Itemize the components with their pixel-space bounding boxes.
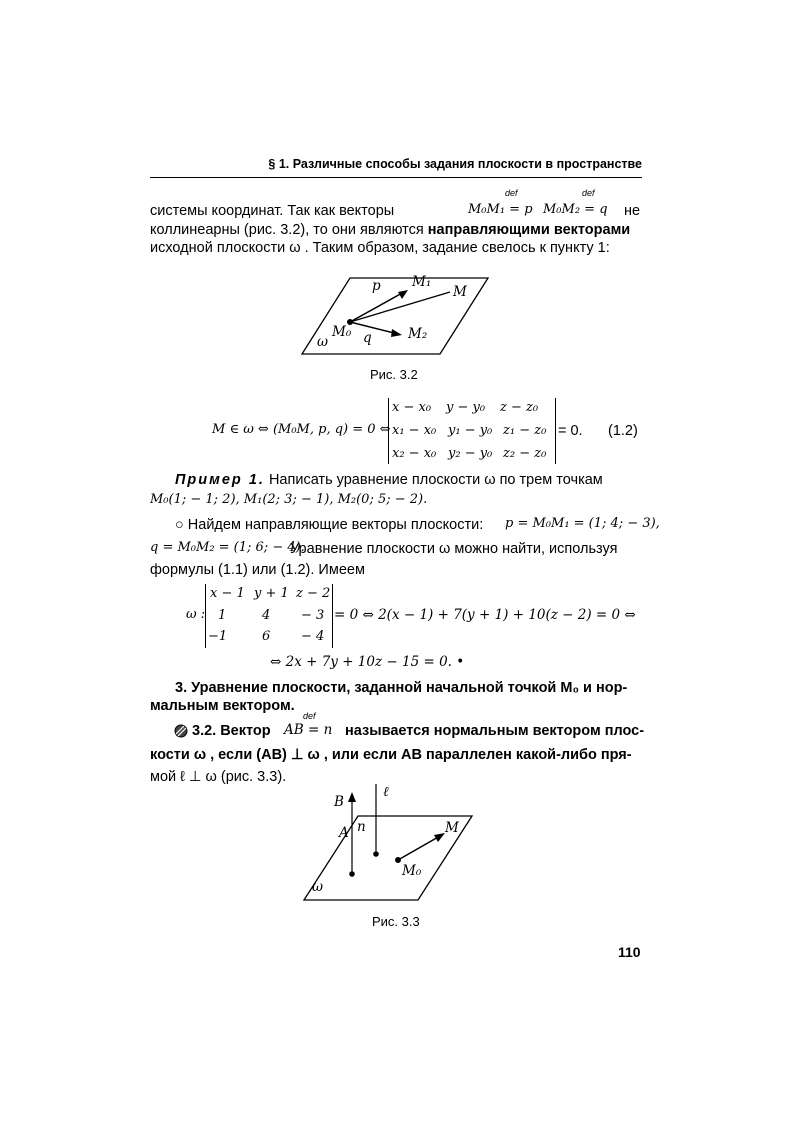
- det2-r1c1: x − 1: [210, 586, 245, 601]
- example-points: M₀(1; − 1; 2), M₁(2; 3; − 1), M₂(0; 5; − 2).: [150, 492, 428, 507]
- vec1-formula: M₀M₁ = p: [468, 202, 533, 217]
- caption-3-3: Рис. 3.3: [372, 914, 420, 929]
- label-omega-2: ω: [312, 879, 324, 895]
- vector-m0m-arrowhead: [434, 833, 445, 842]
- det2-r2c3: − 3: [301, 608, 325, 623]
- figure-3-3: [300, 782, 475, 904]
- vector-q-value: q = M₀M₂ = (1; 6; − 4).: [150, 540, 305, 555]
- eq12-rhs: = 0.: [558, 423, 583, 439]
- label-b: B: [334, 794, 344, 810]
- det2-r3c1: −1: [208, 629, 228, 644]
- example-line4-text: Уравнение плоскости ω можно найти, используя: [290, 541, 618, 557]
- example-line3: ○ Найдем направляющие векторы плоскости:: [175, 517, 484, 533]
- eq12-r1c3: z − z₀: [500, 400, 539, 415]
- def-mark-1: def: [505, 188, 518, 198]
- label-p: p: [372, 278, 381, 294]
- det2-r3c2: 6: [262, 629, 271, 644]
- eq12-r1c1: x − x₀: [392, 400, 432, 415]
- vec2-formula: M₀M₂ = q: [543, 202, 608, 217]
- vector-p-line: [350, 292, 404, 322]
- eq12-lhs: M ∈ ω ⇔ (M₀M, p, q) = 0 ⇔: [212, 422, 391, 437]
- example-title: Пример 1.: [175, 472, 265, 488]
- vector-m0m-2: [398, 836, 440, 860]
- label-m0-2: M₀: [402, 863, 422, 879]
- example-line5: формулы (1.1) или (1.2). Имеем: [150, 562, 365, 578]
- section3-line2: мальным вектором.: [150, 698, 295, 714]
- p1-line3: исходной плоскости ω . Таким образом, задание свелось к пункту 1:: [150, 240, 610, 256]
- header-title: § 1. Различные способы задания плоскости в пространстве: [268, 157, 642, 171]
- example-line1: [175, 469, 603, 491]
- eq12-r1c2: y − y₀: [446, 400, 486, 415]
- section3-line1: 3. Уравнение плоскости, заданной начальной точкой M₀ и нор-: [175, 680, 628, 696]
- p1-line2-text: коллинеарны (рис. 3.2), то они являются: [150, 222, 428, 238]
- eq12-r3c1: x₂ − x₀: [392, 446, 437, 461]
- def32-line3: мой ℓ ⊥ ω (рис. 3.3).: [150, 769, 287, 785]
- label-m2: M₂: [408, 326, 428, 342]
- running-header: [150, 155, 642, 178]
- definition-marker-icon: [174, 724, 188, 738]
- def32-line2: кости ω , если (AB) ⊥ ω , или если AB параллелен какой-либо пря-: [150, 747, 632, 763]
- vector-p-value: p = M₀M₁ = (1; 4; − 3),: [505, 516, 660, 531]
- p1-line1-start: системы координат. Так как векторы: [150, 203, 395, 219]
- eq12-r3c3: z₂ − z₀: [503, 446, 547, 461]
- eq12-r2c2: y₁ − y₀: [448, 423, 493, 438]
- eq12-number: (1.2): [608, 423, 638, 439]
- label-m: M: [453, 284, 467, 300]
- det2-r3c3: − 4: [301, 629, 325, 644]
- p1-line1-end: не: [624, 203, 641, 219]
- label-n: n: [357, 819, 366, 835]
- vector-q-line: [350, 322, 398, 334]
- arrow-b: [348, 792, 356, 802]
- label-m0: M₀: [332, 324, 352, 340]
- label-q: q: [363, 330, 372, 346]
- point-a-foot: [349, 871, 355, 877]
- page-number: 110: [618, 944, 641, 960]
- label-m1: M₁: [412, 274, 432, 290]
- eq12-r2c3: z₁ − z₀: [503, 423, 547, 438]
- vector-q-arrowhead: [391, 329, 402, 337]
- example-line1-text: Написать уравнение плоскости ω по трем точкам: [264, 472, 603, 488]
- def-mark-3: def: [303, 711, 316, 721]
- def-mark-2: def: [582, 188, 595, 198]
- label-l: ℓ: [383, 784, 389, 800]
- label-m-2: M: [445, 820, 459, 836]
- caption-3-2: Рис. 3.2: [370, 367, 418, 382]
- eq12-r2c1: x₁ − x₀: [392, 423, 437, 438]
- vector-p-arrowhead: [398, 290, 408, 299]
- eq12-r3c2: y₂ − y₀: [448, 446, 493, 461]
- det2-rhs: = 0 ⇔ 2(x − 1) + 7(y + 1) + 10(z − 2) = 0 ⇔: [334, 607, 636, 623]
- def32-line1-b: называется нормальным вектором плос-: [345, 723, 645, 739]
- det2-r2c1: 1: [218, 608, 227, 623]
- label-a: A: [339, 825, 349, 841]
- det2-prefix: ω :: [186, 607, 206, 622]
- def32-math: AB = n: [284, 722, 333, 738]
- label-omega: ω: [317, 334, 329, 350]
- point-l-foot: [373, 851, 379, 857]
- det2-r1c2: y + 1: [254, 586, 289, 601]
- vector-m0m-line: [350, 292, 450, 322]
- def32-line1-a: 3.2. Вектор: [192, 723, 271, 739]
- det2-r2c2: 4: [262, 608, 271, 623]
- det2-r1c3: z − 2: [296, 586, 331, 601]
- det2-result: ⇔ 2x + 7y + 10z − 15 = 0. •: [270, 654, 465, 670]
- p1-line2-bold: направляющими векторами: [427, 222, 631, 238]
